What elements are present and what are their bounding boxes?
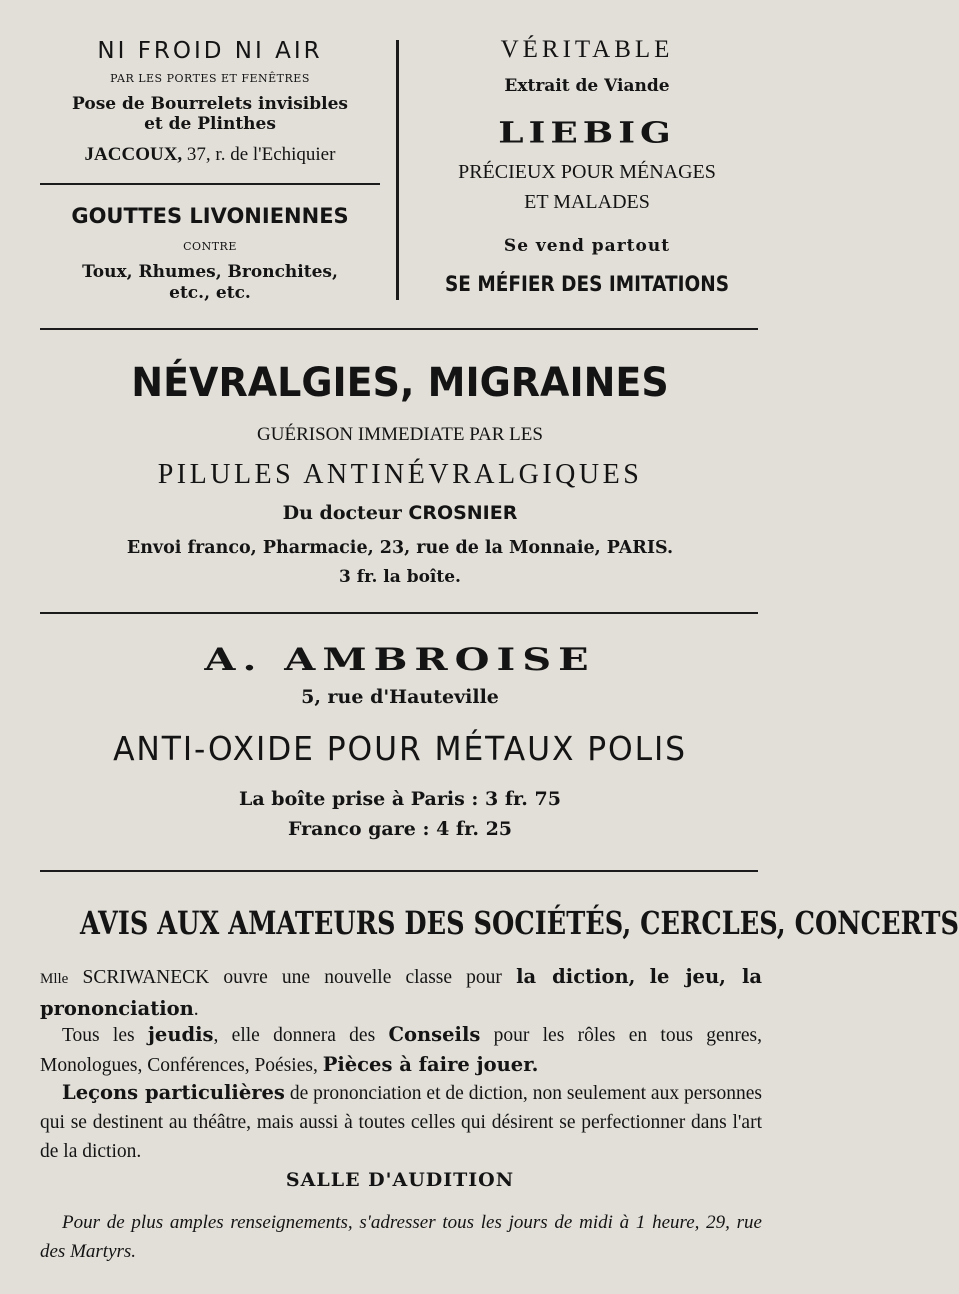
ad-pilules-headline: NÉVRALGIES, MIGRAINES	[131, 360, 669, 406]
ad-liebig-line3: PRÉCIEUX POUR MÉNAGES	[458, 161, 716, 183]
p2-e: pour les rôles en tous genres, Monologues, Conférences, Poésies,	[40, 1025, 762, 1076]
ad-pilules-doctor	[0, 502, 800, 524]
ad-ambroise-name: A. AMBROISE	[204, 641, 596, 678]
vendor-name: JACCOUX,	[84, 144, 183, 165]
section-divider-1	[40, 328, 758, 330]
vendor-address: 37, r. de l'Echiquier	[182, 144, 336, 165]
diction-paragraph-3	[40, 1078, 762, 1166]
doctor-prefix: Du docteur	[282, 502, 409, 524]
p3-lecons: Leçons particulières	[62, 1081, 285, 1104]
ad-ambroise-price-paris: La boîte prise à Paris : 3 fr. 75	[239, 788, 561, 810]
section-divider-2	[40, 612, 758, 614]
p2-a: Tous les	[62, 1025, 148, 1046]
p2-conseils: Conseils	[388, 1023, 481, 1046]
p1-bold-jeu: le jeu, la prononciation	[40, 965, 763, 1020]
p1-end: .	[193, 999, 199, 1020]
ad-ambroise-product: ANTI-OXIDE POUR MÉTAUX POLIS	[113, 729, 687, 768]
ad-ambroise-address: 5, rue d'Hauteville	[301, 686, 499, 708]
p3-text: de prononciation et de diction, non seulement aux personnes qui se destinent au théâtre, mais aussi à toutes celles qui désirent se perfectionner dans l'art de la diction.	[40, 1083, 762, 1162]
ad-pilules-line2: PILULES ANTINÉVRALGIQUES	[157, 459, 643, 490]
p2-c: , elle donnera des	[213, 1025, 389, 1046]
ad-liebig-line2: Extrait de Viande	[504, 76, 670, 96]
p1-text: ouvre une nouvelle classe pour	[209, 967, 517, 988]
ad-froid-line2: et de Plinthes	[144, 114, 276, 134]
ad-pilules-line1: GUÉRISON IMMEDIATE PAR LES	[257, 424, 543, 445]
ad-froid-headline: NI FROID NI AIR	[97, 38, 323, 64]
ad-froid-line1: Pose de Bourrelets invisibles	[72, 94, 348, 114]
left-column-divider	[40, 183, 380, 185]
title-mlle: Mlle	[40, 971, 69, 987]
diction-footer: Pour de plus amples renseignements, s'adresser tous les jours de midi à 1 heure, 29, rue des Martyrs.	[40, 1212, 762, 1262]
ad-gouttes-line1: Toux, Rhumes, Bronchites,	[82, 262, 338, 282]
ad-pilules-price: 3 fr. la boîte.	[339, 567, 461, 587]
diction-paragraph-2	[40, 1020, 762, 1080]
ad-diction-headline: AVIS AUX AMATEURS DES SOCIÉTÉS, CERCLES, CONCERTS	[80, 904, 959, 942]
ad-froid-subline: PAR LES PORTES ET FENÊTRES	[110, 72, 310, 85]
ad-gouttes-headline: GOUTTES LIVONIENNES	[71, 204, 349, 228]
ad-liebig-line1: VÉRITABLE	[500, 36, 674, 63]
p2-pieces: Pièces à faire jouer.	[322, 1053, 539, 1076]
section-divider-3	[40, 870, 758, 872]
ad-liebig-line4: ET MALADES	[524, 191, 650, 213]
doctor-name: CROSNIER	[408, 502, 518, 524]
ad-pilules-address: Envoi franco, Pharmacie, 23, rue de la Monnaie, PARIS.	[126, 538, 674, 558]
column-vertical-divider	[396, 40, 399, 300]
ad-froid-vendor	[40, 144, 380, 166]
ad-gouttes-line2: etc., etc.	[169, 283, 251, 303]
ad-liebig-line5: Se vend partout	[503, 236, 671, 256]
ad-liebig-brand: LIEBIG	[498, 116, 676, 150]
p1-bold-diction: la diction,	[516, 965, 636, 988]
diction-paragraph-1	[40, 962, 762, 1024]
ad-ambroise-price-franco: Franco gare : 4 fr. 25	[287, 818, 513, 840]
p2-jeudis: jeudis	[147, 1023, 214, 1046]
ad-diction-hall: SALLE D'AUDITION	[285, 1169, 515, 1191]
teacher-name: SCRIWANECK	[68, 967, 210, 988]
ad-liebig-line6: SE MÉFIER DES IMITATIONS	[444, 272, 730, 296]
ad-gouttes-subline: CONTRE	[183, 240, 237, 253]
